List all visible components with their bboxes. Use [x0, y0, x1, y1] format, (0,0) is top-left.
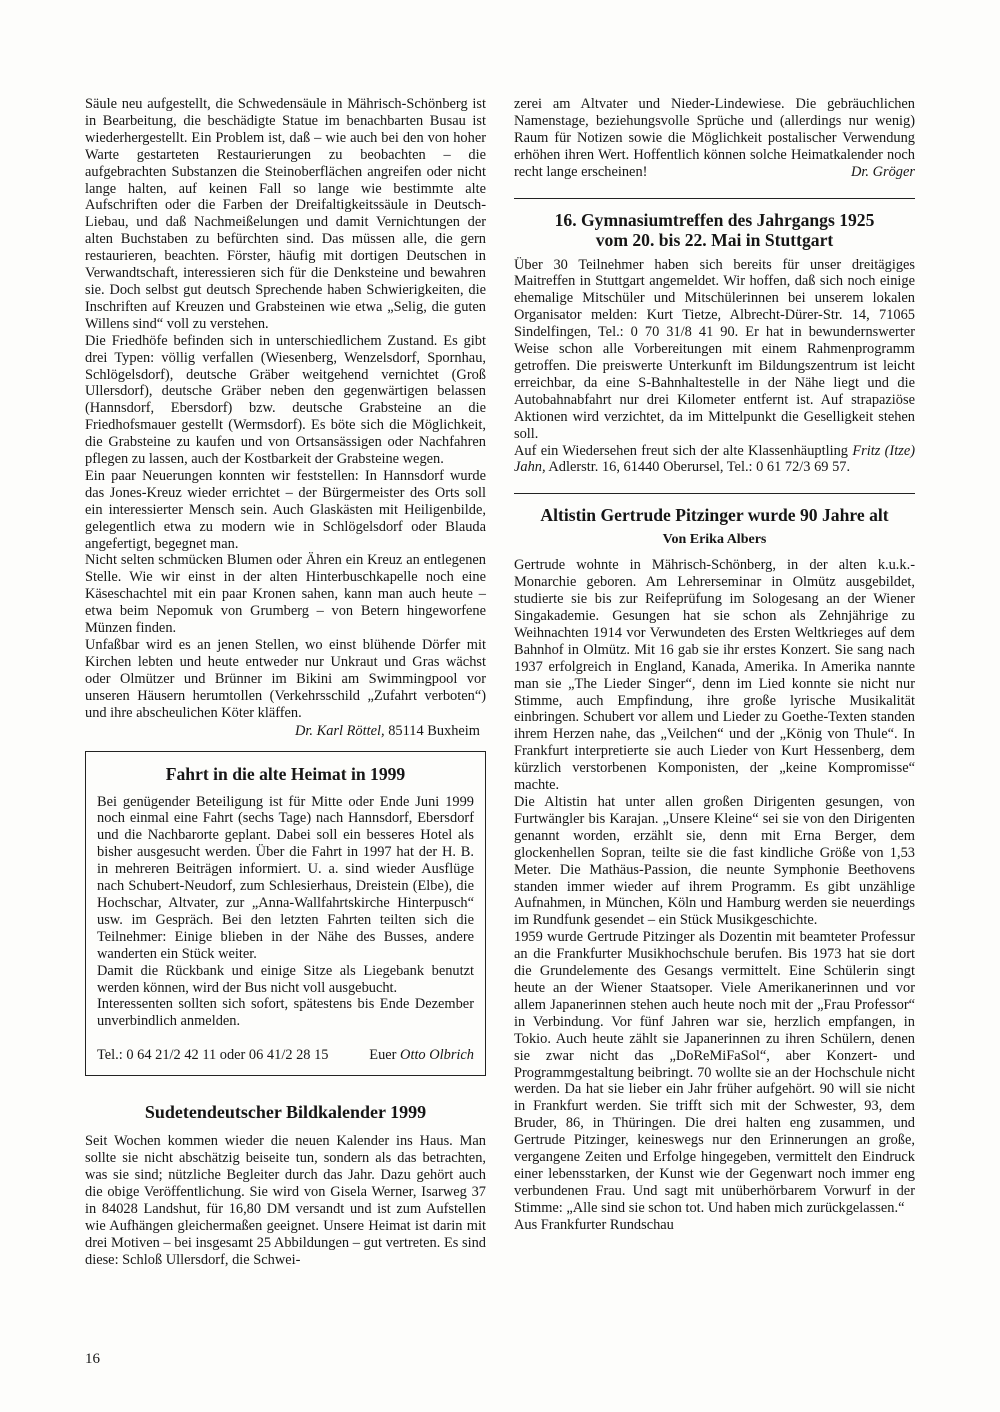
- article-denkmaeler: [85, 96, 486, 740]
- paragraph: 1959 wurde Gertrude Pitzinger als Dozentin mit beamteter Professur an die Frankfurter Musikhochschule berufen. Bis 1973 hat sie dort die Grundelemente des Gesangs vermittelt. Eine Schülerin singt heute an der Wiener Staatsoper. Viele Amerikanerinnen und vor allem Japanerinnen stehen auch heute noch mit der „Frau Professor“ in Verbindung. Vor fünf Jahren war sie, herzlich empfangen, in Tokio. Auch heute zählt sie Japanerinnen zu ihren Schülern, denen sie zwar nicht das „DoReMiFaSol“, aber Konzert- und Programmgestaltung beibringt. 70 wollte sie an der Hochschule nicht werden. Da hat sie lieber ein Jahr früher aufgehört. 90 will sie nicht in Frankfurt werden. Sie trifft sich mit der Schwester, 93, dem Bruder, 86, in Thüringen. Die drei halten eng zusammen, und Gertrude Pitzinger, keineswegs nur den Erinnerungen an große, vergangene Zeiten und Erfolge hingegeben, vermittelt den Eindruck einer lebensstarken, der Kunst wie der Gegenwart noch immer eng verbundenen Frau. Und sagt mit unüberhörbarem Vorwurf in der Stimme: „Alle sind sie schon tot. Und haben mich zurückgelassen.“: [514, 929, 915, 1216]
- paragraph: Damit die Rückbank und einige Sitze als Liegebank benutzt werden können, wird der Bus nicht voll ausgebucht.: [97, 962, 474, 996]
- signoff: [369, 1047, 474, 1064]
- phone-numbers: Tel.: 0 64 21/2 42 11 oder 06 41/2 28 15: [97, 1047, 329, 1064]
- article-source: Aus Frankfurter Rundschau: [514, 1216, 674, 1233]
- text-part: Auf ein Wiedersehen freut sich der alte Klassenhäuptling: [514, 442, 853, 459]
- paragraph: Ein paar Neuerungen konnten wir feststellen: In Hannsdorf wurde das Jones-Kreuz wieder errichtet – der Bürgermeister des Orts soll ein interessierter Mensch sein. Auch Glaskästen mit Heiligenbilde, gelegentlich etwa zu modern wie in Schlögelsdorf oder Blauda angefertigt, begegnet man.: [85, 467, 486, 552]
- paragraph: Über 30 Teilnehmer haben sich bereits für unser dreitägiges Maitreffen in Stuttgart angemeldet. Wir hoffen, daß sich noch einige ehemalige Mitschüler und Mitschülerinnen bei unserem lokalen Organisator melden: Kurt Tietze, Albrecht-Dürer-Str. 14, 71065 Sindelfingen, Tel.: 0 70 31/8 41 90. Er hat in bewundernswerter Weise schon alle Vorbereitungen mit einem Rahmenprogramm getroffen. Die preiswerte Unterkunft im Bildungszentrum ist leicht erreichbar, da eine S-Bahnhaltestelle in der Nähe liegt und die Autobahnabfahrt nur drei Kilometer entfernt ist. Auf strapaziöse Aktionen wird verzichtet, da im Mittelpunkt die Geselligkeit stehen soll.: [514, 256, 915, 442]
- contact-line: [97, 1047, 474, 1064]
- page-content: [85, 96, 916, 1268]
- continuation-text: zerei am Altvater und Nieder-Lindewiese. Die gebräuchlichen Namenstage, beziehungsvolle Sprüche und (allerdings nur wenig) Raum für Notizen sowie die Möglichkeit postalischer Verwendung erhöhen ihren Wert. Hoffentlich können solche Heimatkalender noch recht lange erscheinen!: [514, 96, 915, 180]
- text-part: Adlerstr. 16, 61440 Oberursel, Tel.: 0 61 72/3 69 57.: [545, 459, 851, 476]
- paragraph: Seit Wochen kommen wieder die neuen Kalender ins Haus. Man sollte sie nicht abschätzig beiseite tun, sondern als das betrachten, was sie sind; nützliche Begleiter durch das Jahr. Dazu gehört auch die obige Veröffentlichung. Sie wird von Gisela Werner, Isarweg 37 in 84028 Landshut, für 16,80 DM versandt und ist zum Aufstellen wie Aufhängen gleichermaßen geeignet. Unsere Heimat ist darin mit drei Motiven – bei insgesamt 25 Abbildungen – gut vertreten. Es sind diese: Schloß Ullersdorf, die Schwei-: [85, 1133, 486, 1268]
- article-continuation: [514, 96, 915, 181]
- boxed-article-title: Fahrt in die alte Heimat in 1999: [165, 763, 406, 784]
- person-name: Fritz (Itze) Jahn,: [514, 442, 915, 476]
- signoff-prefix: Euer: [369, 1047, 401, 1064]
- article-gymnasiumtreffen: [514, 210, 915, 477]
- article-title: Sudetendeutscher Bildkalender 1999: [144, 1102, 427, 1123]
- column-rule: [514, 198, 915, 199]
- paragraph: Säule neu aufgestellt, die Schwedensäule in Mährisch-Schönberg ist in Bearbeitung, die beschädigte Statue im benachbarten Busau ist wiederhergestellt. Ein Problem ist, daß – wie auch bei den von hoher Warte gestarteten Restaurierungen zu beobachten – die aufgebrachten Substanzen die Steinoberflächen angreifen oder nicht lange halten, auf keinen Fall so lange wie bestimmte alte Aufschriften oder die Farben der Dreifaltigkeitssäule in Deutsch-Liebau, und daß Nachmeißelungen und damit Vernichtungen der alten Buchstaben zu befürchten sind. Das müssen alle, die gern restaurieren, beachten. Förster, häufig mit dortigen Deutschen in Verwandtschaft, interessieren sich für die Denksteine und bewahren sie. Doch selbst gut deutsch Sprechende haben Schwierigkeiten, die Inschriften auf Kreuzen und Grabsteinen wie etwa „Selig, die guten Willens sind“ voll zu verstehen.: [85, 96, 486, 332]
- article-byline: Von Erika Albers: [662, 532, 767, 548]
- paragraph: Die Friedhöfe befinden sich in unterschiedlichem Zustand. Es gibt drei Typen: völlig verfallen (Wiesenberg, Wenzelsdorf, Spornhau, Schlögelsdorf), deutsche Gräber weitgehend vernichtet (Groß Ullersdorf), deutsche Gräber neben den gegenwärtigen belassen (Hannsdorf, Ebersdorf) bzw. deutsche Grabsteine an die Friedhofsmauer gestellt (Wermsdorf). Es böte sich die Möglichkeit, die Grabsteine zu kaufen und von Ortsansässigen oder Nachfahren pflegen zu lassen, auch der Kostbarkeit der Grabsteine wegen.: [85, 332, 486, 468]
- signature-place: 85114 Buxheim: [384, 722, 480, 739]
- paragraph: Bei genügender Beteiligung ist für Mitte oder Ende Juni 1999 noch einmal eine Fahrt (sechs Tage) nach Hannsdorf, Ebersdorf und die Nachbarorte geplant. Dabei soll ein besseres Hotel als bisher ausgesucht werden. Über die Fahrt in 1997 hat der H. B. in mehreren Beiträgen informiert. U. a. sind wieder Ausflüge nach Schubert-Neudorf, zum Schlesierhaus, Dreistein (Elbe), die Hochschar, Altvater, zur „Anna-Wallfahrtskirche Hinterpusch“ usw. im Gespräch. Bei den letzten Fahrten teilten sich die Teilnehmer: Einige blieben in der Nähe des Busses, andere wanderten ein Stück weiter.: [97, 793, 474, 962]
- paragraph: Interessenten sollten sich sofort, spätestens bis Ende Dezember unverbindlich anmelden.: [97, 996, 474, 1030]
- article-title-line2: vom 20. bis 22. Mai in Stuttgart: [595, 229, 834, 250]
- paragraph: Die Altistin hat unter allen großen Dirigenten gesungen, von Furtwängler bis Karajan. „Unsere Kleine“ sei sie von den Dirigenten genannt worden, erzählt sie, denn mit Erna Berger, dem glockenhellen Sopran, teilte sie die fast kindliche Größe von 1,53 Meter. Die Mathäus-Passion, die neunte Symphonie Beethovens standen immer wieder auf ihrem Programm. Es gibt unzählige Aufnahmen, in München, Köln und Hamburg werden sie neuerdings im Rundfunk gesendet – ein Stück Musikgeschichte.: [514, 794, 915, 929]
- page-number: 16: [85, 1351, 100, 1367]
- article-signature: Dr. Gröger: [851, 163, 915, 180]
- right-column: [514, 96, 915, 1268]
- signoff-name: Otto Olbrich: [400, 1047, 474, 1064]
- article-title: [514, 210, 915, 250]
- article-bildkalender: [85, 1102, 486, 1268]
- article-title: Altistin Gertrude Pitzinger wurde 90 Jahre alt: [540, 505, 889, 526]
- left-column: [85, 96, 486, 1268]
- paragraph: Nicht selten schmücken Blumen oder Ähren ein Kreuz an entlegenen Stelle. Wie wir einst in der alten Hinterbuschkapelle noch eine Käseschachtel mit ein paar Kronen sahen, kann man auch heute – etwa beim Nepomuk von Grumberg – von Betern hingeworfene Münzen finden.: [85, 552, 486, 637]
- paragraph: [514, 443, 915, 477]
- paragraph: Gertrude wohnte in Mährisch-Schönberg, in der alten k.u.k.-Monarchie geboren. Am Lehrerseminar in Olmütz ausgebildet, studierte sie bis zur Reifeprüfung im Sologesang an der Wiener Singakademie. Gesungen hat sie schon als Zehnjährige zu Weihnachten 1914 vor Verwundeten des Ersten Weltkrieges auf dem Bahnhof in Olmütz. Mit 16 gab sie ihr erstes Konzert. Sie sang nach 1937 erfolgreich in England, Kanada, Amerika. In Amerika nannte man sie „The Lieder Singer“, denn im Lied konnte sie nicht nur Stimme, auch Empfindung, ihre große lyrische Musikalität einbringen. Schubert vor allem und Lieder zu Goethe-Texten standen ihrem Herzen nahe, das „Veilchen“ und der „König von Thule“. In Frankfurt interpretierte sie auch Lieder von Kurt Hessenberg, dem kürzlich verstorbenen Komponisten, der „keine Kompromisse“ machte.: [514, 557, 915, 794]
- boxed-article-fahrt: [85, 751, 486, 1077]
- article-signature: [85, 723, 480, 740]
- article-title-line1: 16. Gymnasiumtreffen des Jahrgangs 1925: [554, 209, 875, 230]
- signature-name: Dr. Karl Röttel,: [295, 722, 385, 739]
- article-pitzinger: [514, 505, 915, 1233]
- paragraph: Unfaßbar wird es an jenen Stellen, wo einst blühende Dörfer mit Kirchen lebten und heute entweder nur Unkraut und Gras wächst oder Olmützer und Brünner im Bikini am Swimmingpool vor unseren Häusern herumtollen (Verkehrsschild „Zufahrt verboten“) und ihre abscheulichen Köter kläffen.: [85, 637, 486, 721]
- column-rule: [514, 493, 915, 494]
